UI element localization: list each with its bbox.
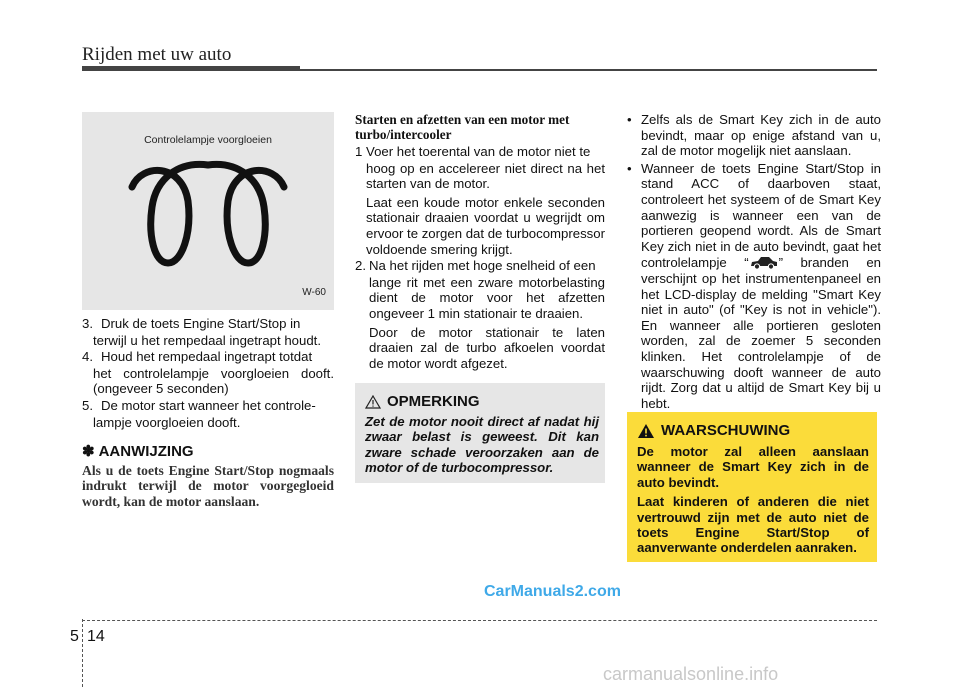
bullet-text-part-a: Wanneer de toets Engine Start/Stop in stand ACC of daarboven staat, controleert het systeem of de Smart Key aanwezig is wanneer een van de portieren geopend wordt. Als de Smart Key zich niet in de auto bevindt, gaat het controlelampje “ [641,160,881,271]
footer-site-watermark: carmanualsonline.info [603,664,779,684]
warning-box [627,412,877,562]
warning-body [637,444,869,560]
step-rest: terwijl u het rempedaal ingetrapt houdt. [93,332,321,348]
caution-triangle-icon [365,395,381,409]
item-extra: Door de motor stationair te laten draaien zal de turbo afkoelen voordat de motor wordt afgezet. [369,324,605,371]
turbo-item-2 [355,258,605,274]
warning-heading [637,422,790,439]
turbo-item-1 [355,144,605,160]
bullet-dot: • [627,112,632,127]
remark-body: Zet de motor nooit direct af nadat hij zwaar belast is geweest. Dit kan zware schade veroorzaken aan de motor of de turbocompressor. [365,414,599,476]
step-3 [82,316,334,332]
watermark-logo: CarManuals2.com [484,583,621,600]
step-number: 4. [82,349,93,365]
remark-heading [365,393,480,410]
remark-title: OPMERKING [387,393,480,410]
left-column [82,316,334,510]
page-header-title: Rijden met uw auto [82,44,232,65]
smart-key-car-icon [749,254,779,270]
item-number: 1 [355,144,363,159]
warning-triangle-icon [637,423,655,439]
figure-caption: Controlelampje voorgloeien [144,134,272,146]
header-rule [300,69,877,71]
step-lead: De motor start wanneer het controle- [101,397,316,413]
step-lead: Houd het rempedaal ingetrapt totdat [101,349,313,365]
glow-indicator-figure [82,112,334,310]
item-extra: Laat een koude motor enkele seconden stationair draaien voordat u wegrijdt om ervoor te zorgen dat de turbocompressor voldoende smering krijgt. [366,194,605,257]
figure-code: W-60 [302,287,326,298]
note-heading [82,444,334,460]
item-number: 2. [355,258,366,274]
item-lead: Na het rijden met hoge snelheid of een [369,258,596,274]
header-bar [82,66,300,71]
step-number: 5. [82,397,93,413]
warning-title: WAARSCHUWING [661,422,791,439]
bullet-text-part-b: ” branden en verschijnt op het instrumentenpaneel en het LCD-display de melding "Smart Key niet in auto" (of "Key is not in vehicle"). En wanneer alle portieren gesloten worden, zal de zoemer 5 seconden klinken. Het controlelampje of de waarschuwing dooft wanneer de auto rijdt. Zorg dat u altijd de Smart Key bij u hebt. [641,255,881,411]
step-number: 3. [82,316,93,331]
item-rest: hoog op en accelereer niet direct na het starten van de motor. [366,160,605,192]
footer-rule [82,620,877,621]
section-title: Starten en afzetten van een motor met turbo/intercooler [355,112,570,142]
step-rest: lampje voorgloeien dooft. [93,414,241,430]
bullet-dot: • [627,160,632,176]
bullet-text: Zelfs als de Smart Key zich in de auto bevindt, maar op enige afstand van u, zal de motor mogelijk niet aanslaan. [641,112,881,159]
note-star-icon: ✽ [82,443,95,461]
glow-plug-icon [126,157,290,269]
item-lead: Voer het toerental van de motor niet te [366,144,591,159]
step-4 [82,349,334,365]
bullet-text [641,161,881,412]
step-lead: Druk de toets Engine Start/Stop in [101,316,301,331]
bullet-item [627,161,881,412]
page-number: 14 [87,628,105,645]
page-number-divider [82,619,84,687]
step-rest: het controlelampje voorgloeien dooft. (ongeveer 5 seconden) [93,365,334,397]
bullet-item [627,112,881,159]
right-column [627,112,881,413]
note-title: AANWIJZING [98,443,194,461]
remark-box [355,383,605,483]
section-number: 5 [70,628,79,645]
note-body: Als u de toets Engine Start/Stop nogmaals indrukt terwijl de motor voorgegloeid wordt, kan de motor aanslaan. [82,462,334,509]
step-5 [82,398,334,414]
middle-column [355,112,605,372]
warning-paragraph-2: Laat kinderen of anderen die niet vertrouwd zijn met de auto niet de toets Engine Start/Stop of aanverwante onderdelen aanraken. [637,494,869,556]
item-rest: lange rit met een zware motorbelasting dient de motor voor het afzetten ongeveer 1 min stationair te draaien. [369,274,605,321]
warning-paragraph-1: De motor zal alleen aanslaan wanneer de Smart Key zich in de auto bevindt. [637,444,869,490]
